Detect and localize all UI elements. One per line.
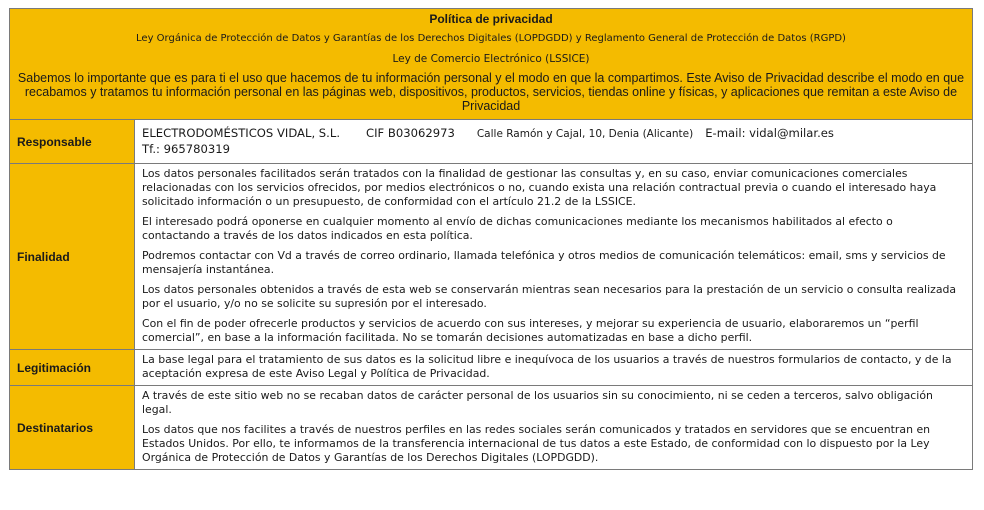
company-name: ELECTRODOMÉSTICOS VIDAL, S.L.	[142, 126, 340, 140]
finalidad-paragraph: Podremos contactar con Vd a través de correo ordinario, llamada telefónica y otros medios de comunicación telemáticos: email, sms y servicios de mensajería instantánea.	[142, 249, 946, 276]
company-cif: CIF B03062973	[366, 126, 455, 140]
label-finalidad: Finalidad	[10, 164, 135, 349]
content-legitimacion	[135, 350, 972, 385]
company-phone: Tf.: 965780319	[142, 142, 230, 156]
company-email: E-mail: vidal@milar.es	[705, 126, 834, 140]
row-finalidad	[10, 163, 972, 349]
label-responsable: Responsable	[10, 120, 135, 163]
finalidad-paragraph: Con el fin de poder ofrecerle productos y servicios de acuerdo con sus intereses, y mejorar su experiencia de usuario, elaboraremos un “perfil comercial”, en base a la información facilitada. No se tomarán decisiones automatizadas en base a dicho perfil.	[142, 317, 919, 344]
finalidad-paragraph: Los datos personales facilitados serán tratados con la finalidad de gestionar las consultas y, en su caso, enviar comunicaciones comerciales relacionadas con los servicios ofrecidos, por medios electrónicos o no, cuando exista una relación contractual previa o cuando el interesado haya solicitado información o un presupuesto, de conformidad con el artículo 21.2 de la LSSICE.	[142, 167, 937, 208]
row-legitimacion	[10, 349, 972, 385]
destinatarios-paragraph: Los datos que nos facilites a través de nuestros perfiles en las redes sociales serán comunicados y tratados en servidores que se encuentran en Estados Unidos. Por ello, te informamos de la transferencia internacional de tus datos a este Estado, de conformidad con lo dispuesto por la Ley Orgánica de Protección de Datos y Garantías de los Derechos Digitales (LOPDGDD).	[142, 423, 931, 464]
policy-header	[10, 9, 972, 120]
content-responsable	[135, 120, 972, 163]
privacy-policy-table	[9, 8, 973, 470]
label-destinatarios: Destinatarios	[10, 386, 135, 469]
row-responsable	[10, 120, 972, 163]
policy-title: Política de privacidad	[429, 12, 553, 26]
legitimacion-text: La base legal para el tratamiento de sus datos es la solicitud libre e inequívoca de los usuarios a través de nuestros formularios de contacto, y de la aceptación expresa de este Aviso Legal y Política de Privacidad.	[142, 353, 952, 380]
policy-subtitle: Ley Orgánica de Protección de Datos y Garantías de los Derechos Digitales (LOPDGDD) y Reglamento General de Protección de Datos (RGPD)	[136, 33, 846, 44]
finalidad-paragraph: El interesado podrá oponerse en cualquier momento al envío de dichas comunicaciones mediante los mecanismos habilitados al efecto o contactando a través de los datos indicados en esta política.	[142, 215, 893, 242]
row-destinatarios	[10, 385, 972, 469]
responsable-line	[142, 126, 964, 142]
label-legitimacion: Legitimación	[10, 350, 135, 385]
destinatarios-paragraph: A través de este sitio web no se recaban datos de carácter personal de los usuarios sin su conocimiento, ni se ceden a terceros, salvo obligación legal.	[142, 389, 933, 416]
company-address: Calle Ramón y Cajal, 10, Denia (Alicante)	[476, 128, 694, 140]
policy-law: Ley de Comercio Electrónico (LSSICE)	[392, 53, 590, 65]
policy-intro: Sabemos lo importante que es para ti el uso que hacemos de tu información personal y el modo en que la compartimos. Este Aviso de Privacidad describe el modo en que recabamos y tratamos tu información personal en las páginas web, dispositivos, productos, servicios, tiendas online y físicas, y aplicaciones que remitan a este Aviso de Privacidad	[17, 71, 965, 113]
finalidad-paragraph: Los datos personales obtenidos a través de esta web se conservarán mientras sean necesarios para la prestación de un servicio o consulta realizada por el usuario, y/o no se solicite su supresión por el interesado.	[142, 283, 957, 310]
content-destinatarios	[135, 386, 972, 469]
content-finalidad	[135, 164, 972, 349]
